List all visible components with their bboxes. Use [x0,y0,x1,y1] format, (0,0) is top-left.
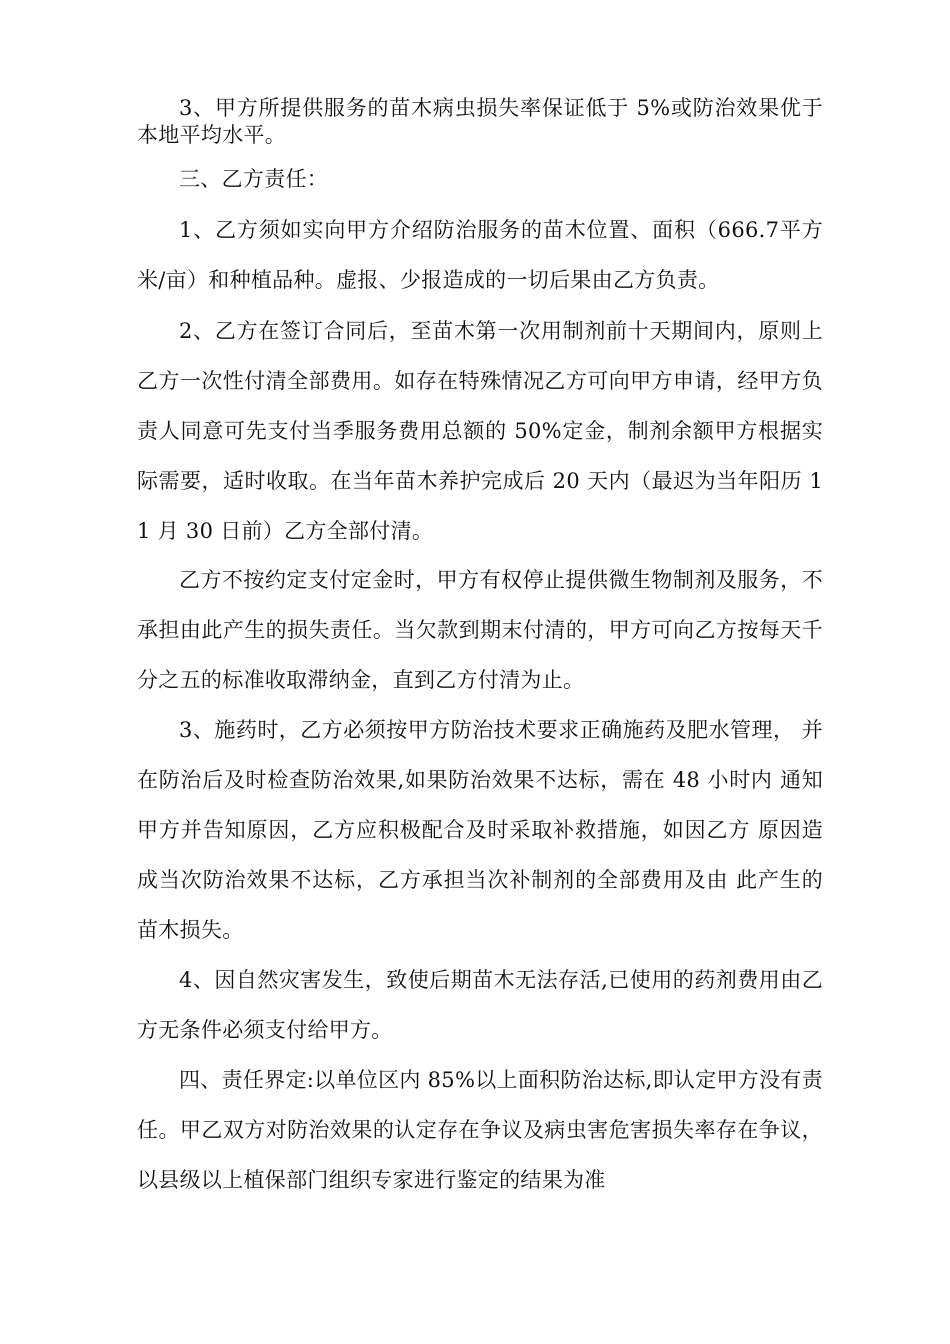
clause-b4-natural-disaster: 4、因自然灾害发生，致使后期苗木无法存活,已使用的药剂费用由乙方无条件必须支付给甲方。 [137,968,823,1042]
clause-b1-disclosure: 1、乙方须如实向甲方介绍防治服务的苗木位置、面积（666.7平方米/亩）和种植品种。虚报、少报造成的一切后果由乙方负责。 [137,218,823,292]
clause-a3-quality-guarantee: 3、甲方所提供服务的苗木病虫损失率保证低于 5%或防治效果优于本地平均水平。 [137,96,823,147]
section-liability-definition: 四、责任界定:以单位区内 85%以上面积防治达标,即认定甲方没有责任。甲乙双方对防治效果的认定存在争议及病虫害危害损失率存在争议，以县级以上植保部门组织专家进行鉴定的结果为准 [137,1068,823,1192]
clause-b3-application: 3、施药时，乙方必须按甲方防治技术要求正确施药及肥水管理， 并在防治后及时检查防治效果,如果防治效果不达标，需在 48 小时内 通知甲方并告知原因，乙方应积极配合及时采取补救措施，如因乙方 原因造成当次防治效果不达标，乙方承担当次补制剂的全部费用及由 此产生的苗木损失。 [137,718,823,942]
clause-b2-payment: 2、乙方在签订合同后，至苗木第一次用制剂前十天期间内，原则上乙方一次性付清全部费用。如存在特殊情况乙方可向甲方申请，经甲方负责人同意可先支付当季服务费用总额的 50%定金，制剂余额甲方根据实际需要，适时收取。在当年苗木养护完成后 20 天内（最迟为当年阳历 11 月 30 日前）乙方全部付清。 [137,319,823,543]
section-heading-party-b-responsibility: 三、乙方责任： [179,167,329,191]
clause-b2-late-payment: 乙方不按约定支付定金时，甲方有权停止提供微生物制剂及服务，不承担由此产生的损失责任。当欠款到期末付清的，甲方可向乙方按每天千分之五的标准收取滞纳金，直到乙方付清为止。 [137,568,823,692]
